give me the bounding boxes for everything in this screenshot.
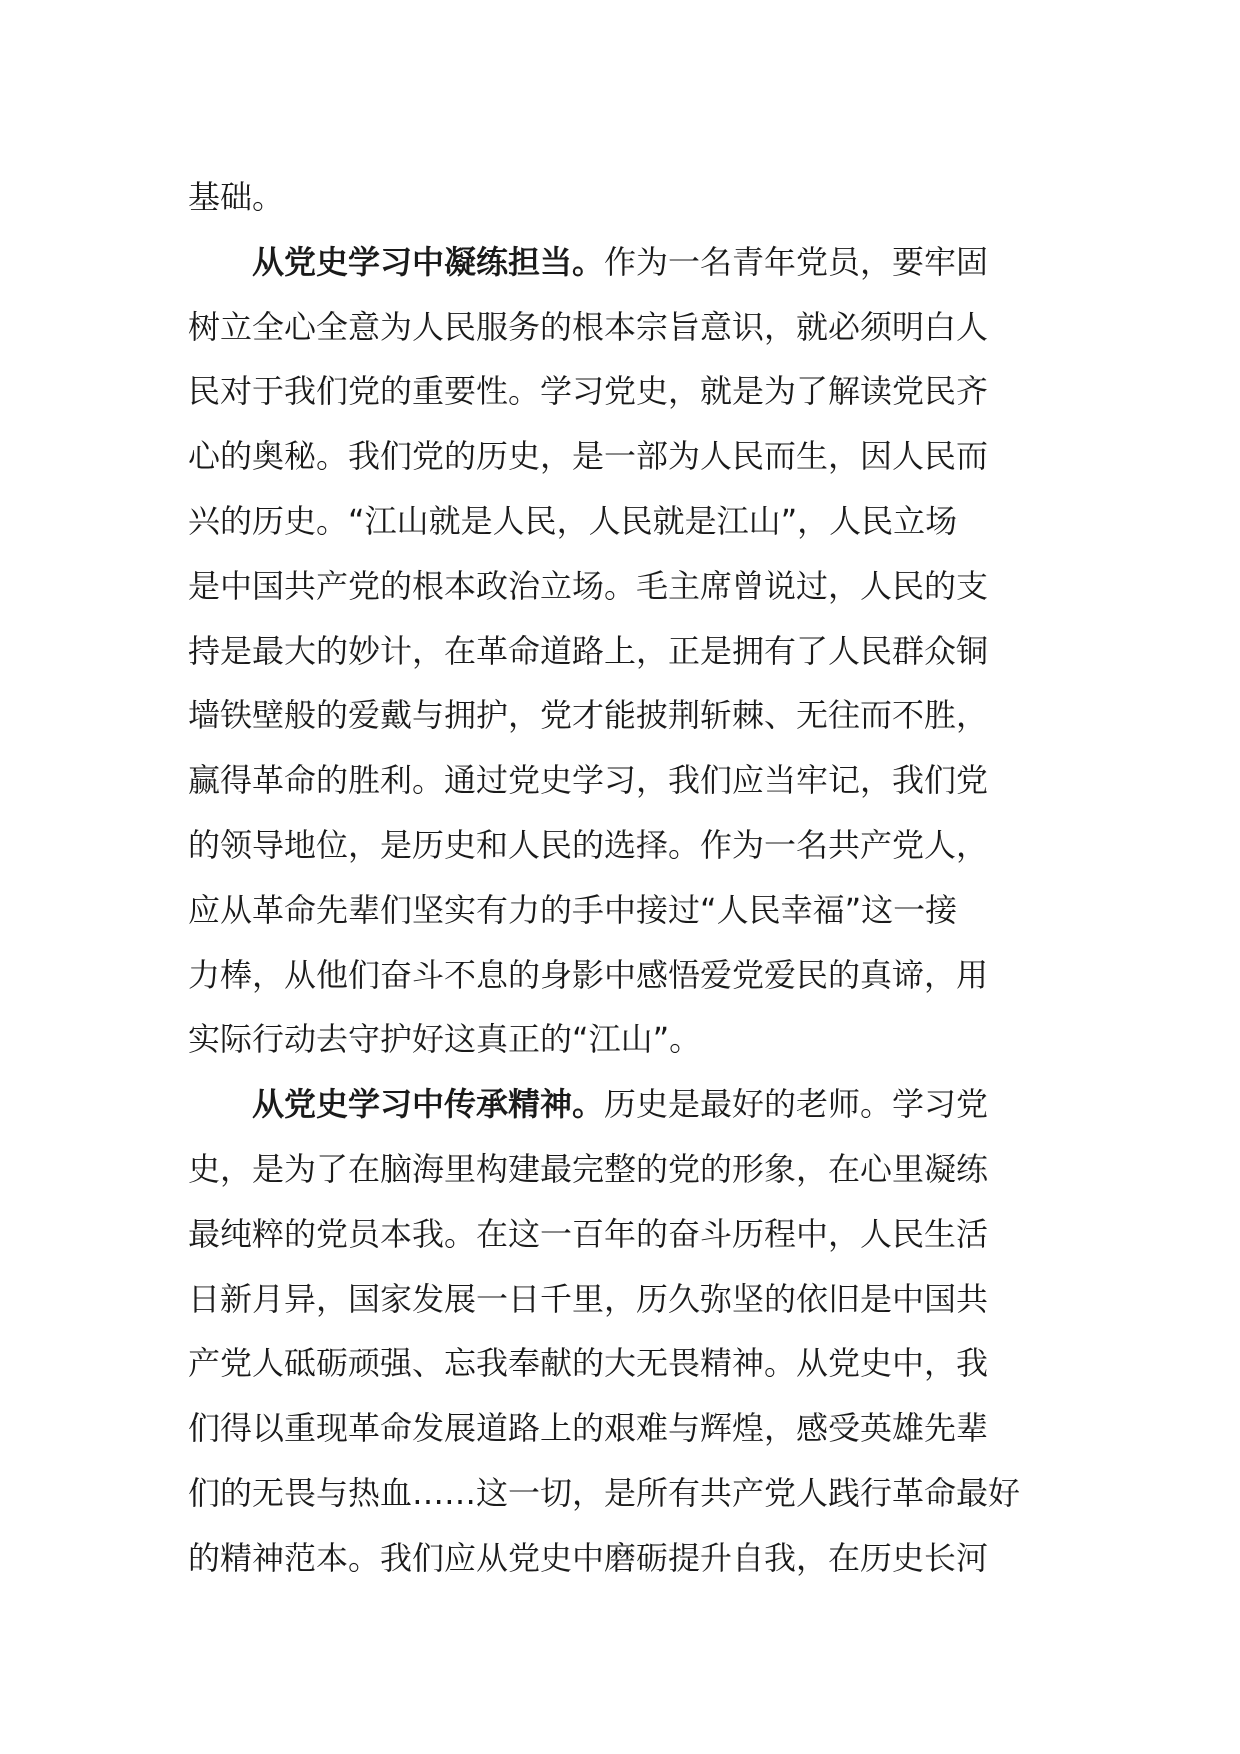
line-text: 心的奥秘。我们党的历史，是一部为人民而生，因人民而 — [188, 437, 989, 476]
text-line — [188, 489, 1052, 554]
text-line — [188, 295, 1052, 360]
line-text: 是中国共产党的根本政治立场。毛主席曾说过，人民的支 — [188, 566, 989, 605]
body-text — [188, 165, 1052, 1591]
line-text: 赢得革命的胜利。通过党史学习，我们应当牢记，我们党 — [188, 761, 989, 800]
text-line — [188, 748, 1052, 813]
line-text: 实际行动去守护好这真正的“江山”。 — [188, 1020, 702, 1059]
paragraph-heading: 从党史学习中传承精神。 — [252, 1085, 605, 1124]
text-line — [188, 813, 1052, 878]
line-text: 们得以重现革命发展道路上的艰难与辉煌，感受英雄先辈 — [188, 1409, 989, 1448]
line-text: 们的无畏与热血……这一切，是所有共产党人践行革命最好 — [188, 1473, 1021, 1512]
line-text: 产党人砥砺顽强、忘我奉献的大无畏精神。从党史中，我 — [188, 1344, 989, 1383]
text-line — [188, 554, 1052, 619]
text-line — [188, 619, 1052, 684]
paragraph-heading-line — [188, 230, 1052, 295]
line-text: 最纯粹的党员本我。在这一百年的奋斗历程中，人民生活 — [188, 1214, 989, 1253]
line-text: 日新月异，国家发展一日千里，历久弥坚的依旧是中国共 — [188, 1279, 989, 1318]
line-text: 应从革命先辈们坚实有力的手中接过“人民幸福”这一接 — [188, 890, 958, 929]
paragraph-heading-line — [188, 1072, 1052, 1137]
line-text: 墙铁壁般的爱戴与拥护，党才能披荆斩棘、无往而不胜， — [188, 696, 989, 735]
text-line — [188, 165, 1052, 230]
text-line — [188, 1202, 1052, 1267]
line-text: 力棒，从他们奋斗不息的身影中感悟爱党爱民的真谛，用 — [188, 955, 989, 994]
text-line — [188, 1396, 1052, 1461]
line-text: 史，是为了在脑海里构建最完整的党的形象，在心里凝练 — [188, 1149, 989, 1188]
text-line — [188, 424, 1052, 489]
text-line — [188, 1007, 1052, 1072]
paragraph-heading: 从党史学习中凝练担当。 — [252, 242, 605, 281]
text-line — [188, 1331, 1052, 1396]
text-line — [188, 1137, 1052, 1202]
line-text: 的领导地位，是历史和人民的选择。作为一名共产党人， — [188, 825, 989, 864]
line-text: 持是最大的妙计，在革命道路上，正是拥有了人民群众铜 — [188, 631, 989, 670]
text-line — [188, 878, 1052, 943]
line-text: 兴的历史。“江山就是人民，人民就是江山”，人民立场 — [188, 501, 958, 540]
line-text: 的精神范本。我们应从党史中磨砺提升自我，在历史长河 — [188, 1538, 989, 1577]
line-text: 民对于我们党的重要性。学习党史，就是为了解读党民齐 — [188, 372, 989, 411]
text-line — [188, 683, 1052, 748]
text-line — [188, 1526, 1052, 1591]
paragraph-text: 作为一名青年党员，要牢固 — [604, 242, 989, 281]
line-text: 基础。 — [188, 178, 285, 216]
text-line — [188, 359, 1052, 424]
text-line — [188, 943, 1052, 1008]
paragraph-text: 历史是最好的老师。学习党 — [604, 1085, 989, 1124]
line-text: 树立全心全意为人民服务的根本宗旨意识，就必须明白人 — [188, 307, 989, 346]
text-line — [188, 1461, 1052, 1526]
text-line — [188, 1267, 1052, 1332]
